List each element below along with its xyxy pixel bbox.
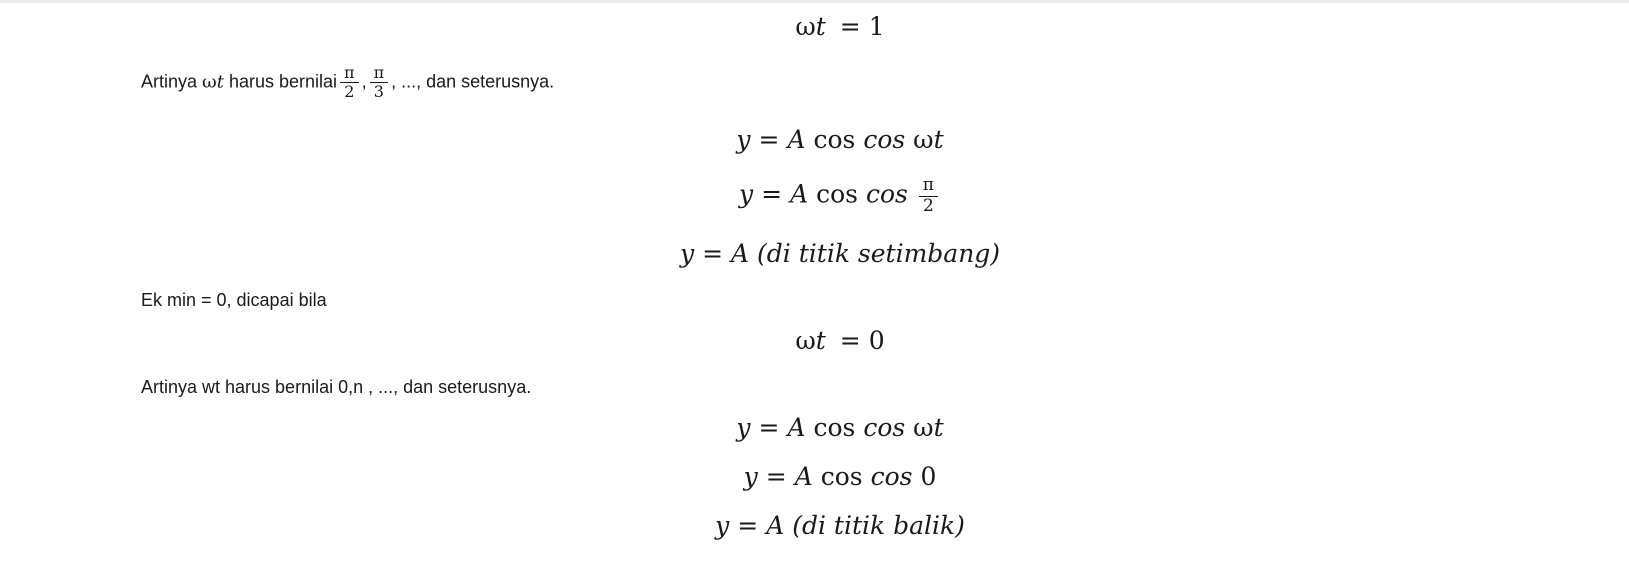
fraction-numerator: π	[340, 64, 359, 83]
math-y: y	[679, 239, 695, 268]
equation-y-cos-pi-over-2	[0, 176, 1629, 216]
math-value: 1	[868, 12, 885, 41]
math-A: A	[790, 179, 809, 209]
math-A: A	[787, 125, 806, 154]
paragraph-artinya-1	[141, 64, 554, 102]
math-equals: =	[839, 326, 861, 355]
fraction-pi-over-2	[340, 64, 359, 102]
math-omega: ω	[913, 413, 934, 442]
math-y: y	[736, 125, 751, 154]
math-parenthetical: (di titik balik)	[792, 511, 965, 540]
math-value: 0	[920, 462, 937, 491]
inline-math-omega: ω	[202, 71, 217, 93]
equation-y-setimbang	[0, 239, 1629, 268]
math-equals: =	[758, 413, 780, 442]
equation-y-cos-0	[0, 462, 1629, 491]
math-value: 0	[868, 326, 885, 355]
math-equals: =	[737, 511, 759, 540]
math-cos-italic: cos	[863, 413, 906, 442]
fraction-numerator: π	[370, 64, 389, 83]
para-separator: ,	[361, 71, 367, 92]
math-equals: =	[765, 462, 787, 491]
math-cos: cos	[816, 179, 858, 209]
math-cos-italic: cos	[870, 462, 913, 491]
equation-omega-t-equals-0	[0, 326, 1629, 355]
fraction-denominator: 2	[922, 195, 934, 216]
math-A: A	[787, 413, 806, 442]
math-cos: cos	[820, 462, 863, 491]
fraction-denominator: 3	[373, 82, 384, 102]
fraction-numerator: π	[919, 176, 938, 197]
math-cos: cos	[813, 125, 856, 154]
math-A: A	[794, 462, 813, 491]
fraction-pi-over-3	[370, 64, 389, 102]
math-t: t	[815, 12, 826, 41]
math-omega: ω	[795, 12, 816, 41]
math-cos-italic: cos	[865, 179, 908, 209]
paragraph-artinya-2: Artinya wt harus bernilai 0,n , ..., dan seterusnya.	[141, 377, 532, 397]
math-y: y	[743, 462, 758, 491]
math-equals: =	[702, 239, 724, 268]
math-y: y	[739, 179, 754, 209]
math-t: t	[815, 326, 826, 355]
fraction-pi-over-2	[919, 176, 938, 216]
math-y: y	[736, 413, 751, 442]
inline-math-t: t	[216, 71, 224, 93]
para-text-middle: harus bernilai	[228, 71, 338, 92]
math-A: A	[731, 239, 750, 268]
equation-omega-t-equals-1	[0, 12, 1629, 41]
equation-y-balik	[0, 511, 1629, 540]
math-cos: cos	[813, 413, 856, 442]
math-equals: =	[839, 12, 861, 41]
equation-y-cos-omega-t-2	[0, 413, 1629, 442]
math-omega: ω	[795, 326, 816, 355]
math-omega: ω	[913, 125, 934, 154]
math-t: t	[933, 413, 944, 442]
paragraph-ek-min: Ek min = 0, dicapai bila	[141, 290, 327, 310]
math-y: y	[715, 511, 730, 540]
math-cos-italic: cos	[863, 125, 906, 154]
math-parenthetical: (di titik setimbang)	[757, 239, 1001, 268]
math-t: t	[933, 125, 944, 154]
math-equals: =	[761, 179, 783, 209]
para-text-after: , ..., dan seterusnya.	[391, 71, 555, 92]
math-equals: =	[758, 125, 780, 154]
fraction-denominator: 2	[344, 82, 355, 102]
equation-y-cos-omega-t	[0, 125, 1629, 154]
para-text-before: Artinya	[141, 71, 198, 92]
math-A: A	[766, 511, 785, 540]
